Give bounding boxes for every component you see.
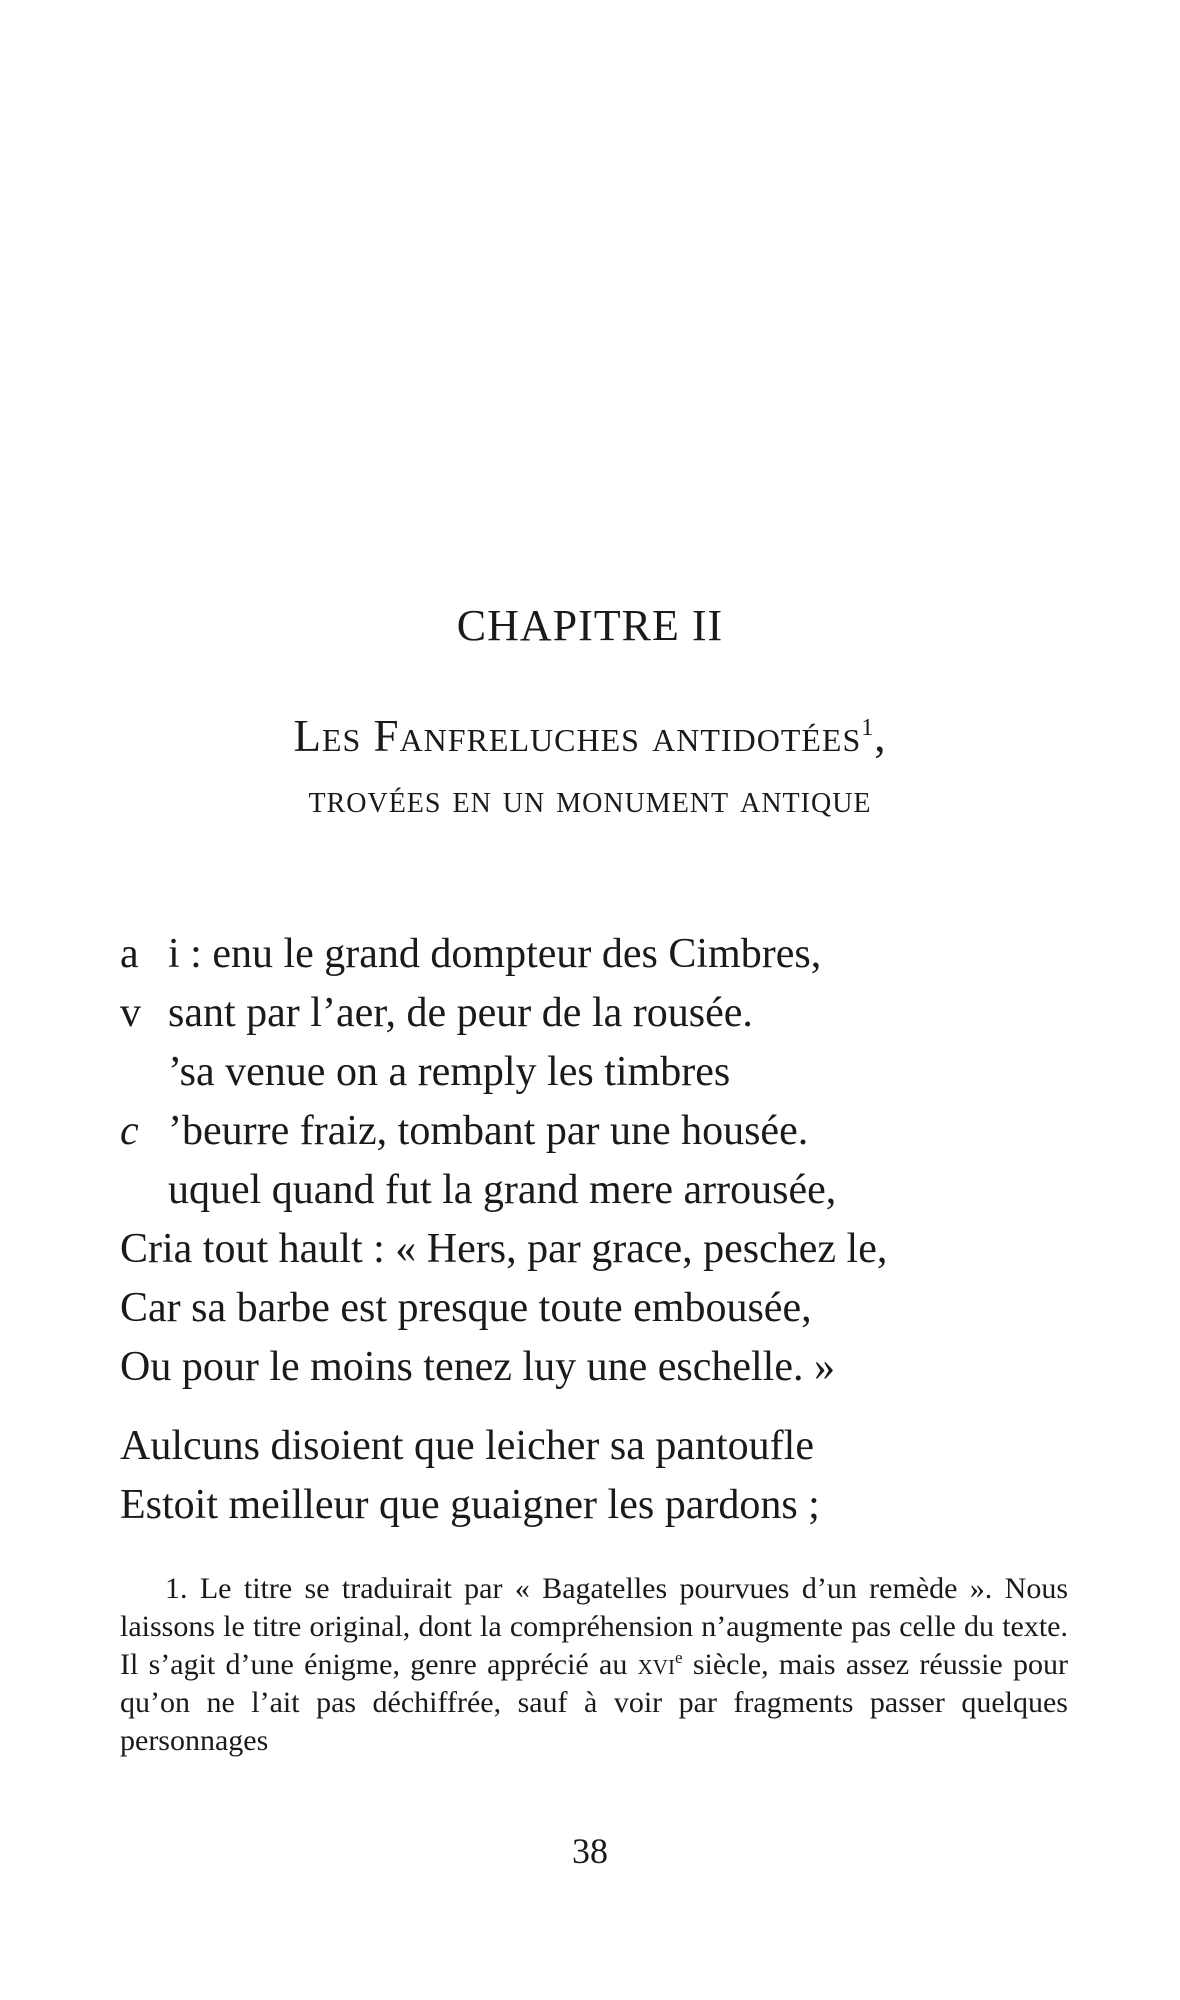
verse-text: uquel quand fut la grand mere arrousée, bbox=[168, 1167, 837, 1213]
verse-line bbox=[120, 1102, 1080, 1161]
chapter-heading: CHAPITRE II bbox=[456, 601, 724, 650]
verse-text: Cria tout hault : « Hers, par grace, peschez le, bbox=[120, 1226, 888, 1272]
footnote-text: Le titre se traduirait par « Bagatelles pourvues d’un remède ». Nous laissons le titre original, dont la compréhension n’augmente pas celle du texte. Il s’agit d’une énigme, genre apprécié au bbox=[120, 1572, 1069, 1681]
stanza-1 bbox=[120, 925, 1080, 1397]
verse-text: ’sa venue on a remply les timbres bbox=[168, 1049, 731, 1095]
chapter-title-line-1 bbox=[0, 710, 1180, 762]
verse-text: Car sa barbe est presque toute embousée, bbox=[120, 1285, 812, 1331]
footnote-number: 1. bbox=[165, 1572, 188, 1605]
verse-line bbox=[120, 925, 1080, 984]
footnote-paragraph bbox=[120, 1570, 1068, 1760]
chapter-title-line-2: trovées en un monument antique bbox=[308, 776, 872, 821]
verse-line bbox=[120, 1220, 1080, 1279]
verse-line bbox=[120, 1338, 1080, 1397]
footnote-text-continued: siècle, mais assez réussie pour qu’on ne l’ait pas déchiffrée, sauf à voir par fragments passer quelques personnages bbox=[120, 1648, 1069, 1757]
verse-line bbox=[120, 1161, 1080, 1220]
verse-line: Estoit meilleur que guaigner les pardons ; bbox=[120, 1482, 820, 1528]
verse-line bbox=[120, 984, 1080, 1043]
verse-text: ’beurre fraiz, tombant par une housée. bbox=[168, 1108, 809, 1154]
verse-text: Ou pour le moins tenez luy une eschelle. » bbox=[120, 1344, 835, 1390]
verse-line bbox=[120, 1279, 1080, 1338]
verse-text: sant par l’aer, de peur de la rousée. bbox=[168, 990, 753, 1036]
verse-line: Aulcuns disoient que leicher sa pantoufle bbox=[120, 1423, 814, 1469]
footnote-century: xvi bbox=[637, 1648, 675, 1681]
page-number: 38 bbox=[572, 1831, 608, 1871]
footnote-marker: 1 bbox=[861, 715, 875, 741]
stanza-2 bbox=[120, 1417, 1080, 1535]
footnote bbox=[120, 1570, 1068, 1760]
poem bbox=[120, 925, 1080, 1535]
verse-text: i : enu le grand dompteur des Cimbres, bbox=[168, 931, 822, 977]
verse-lead-letter: c bbox=[120, 1108, 139, 1154]
chapter-title-text: Les Fanfreluches antidotées bbox=[293, 711, 862, 761]
verse-lead-letter: v bbox=[120, 990, 141, 1036]
verse-lead-letter: a bbox=[120, 931, 139, 977]
chapter-title-comma: , bbox=[874, 711, 887, 761]
footnote-century-suffix: e bbox=[674, 1648, 683, 1667]
verse-line bbox=[120, 1043, 1080, 1102]
